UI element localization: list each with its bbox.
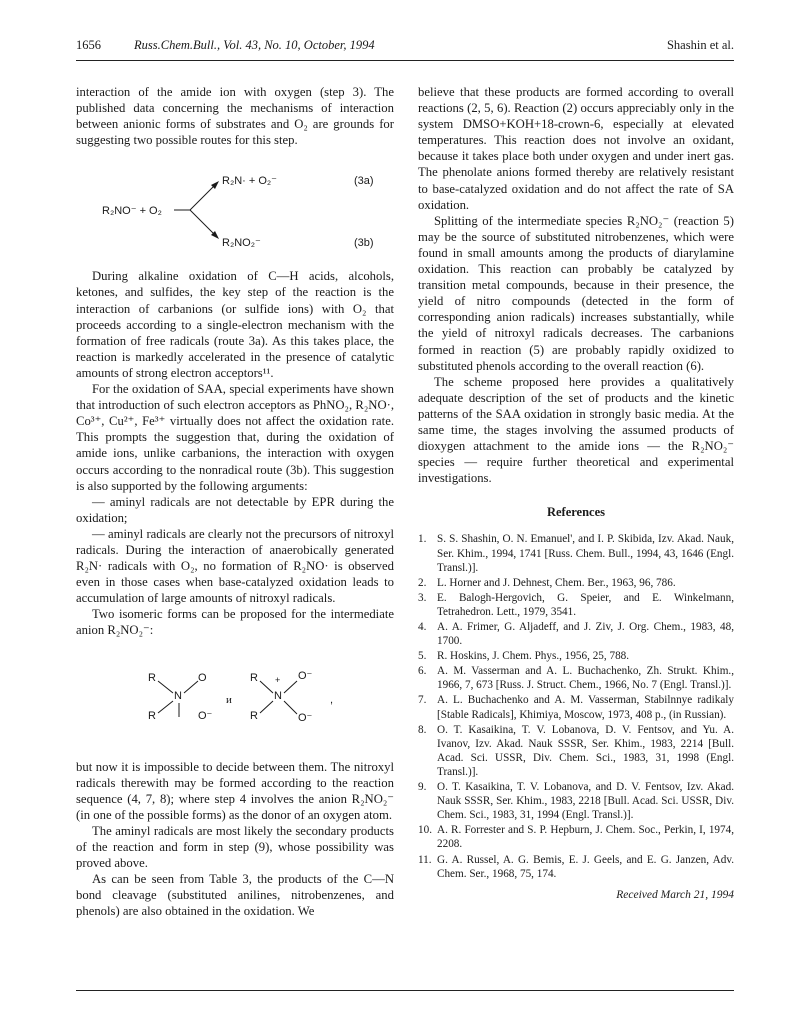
footer-rule <box>76 990 734 991</box>
reference-item: 2. L. Horner and J. Dehnest, Chem. Ber., 1963, 96, 786. <box>418 576 676 589</box>
isomer-structures-svg <box>76 647 394 751</box>
reference-item: 10. A. R. Forrester and S. P. Hepburn, J. Chem. Soc., Perkin, I, 1974, 2208. <box>418 824 734 851</box>
right-column <box>418 84 734 903</box>
reference-item: 9. O. T. Kasaikina, T. V. Lobanova, and D. V. Fentsov, Izv. Akad. Nauk SSSR, Ser. Khim., 1983, 2218 [Bull. Acad. Sci. USSR, Div. Chem. Sci., 1983, 31, 1994 (Engl. Transl.)]. <box>418 781 734 822</box>
reference-item: 1. S. S. Shashin, O. N. Emanuel', and I. P. Skibida, Izv. Akad. Nauk, Ser. Khim., 1994, 1741 [Russ. Chem. Bull., 1994, 43, 1646 (Engl. Transl.)]. <box>418 533 734 574</box>
paragraph: The scheme proposed here provides a qualitatively adequate description of the set of products and the kinetic patterns of the SAA oxidation in strongly basic media. At the same time, the stages involving the assumed products of dioxygen attachment to the amide ions — the R₂NO₂⁻ species — require further theoretical and experimental investigations. <box>418 374 734 486</box>
paragraph: — aminyl radicals are not detectable by EPR during the oxidation; <box>76 494 394 525</box>
scheme-label-a: (3a) <box>354 175 374 188</box>
atom-r-bottom: R <box>148 709 156 722</box>
reference-item: 5. R. Hoskins, J. Chem. Phys., 1956, 25, 788. <box>418 650 630 663</box>
reference-item: 8. O. T. Kasaikina, T. V. Lobanova, D. V. Fentsov, and Yu. A. Ivanov, Izv. Akad. Nauk SSSR, Ser. Khim., 1983, 2214 [Bull. Acad. Sci. USSR, Div. Chem. Sci., 1983, 31, 1998 (Engl. Transl.)]. <box>418 723 734 778</box>
page-number: 1656 <box>76 38 101 52</box>
paragraph: but now it is impossible to decide between them. The nitroxyl radicals therewith may be formed according to the reaction sequence (4, 7, 8); where step 4 involves the anion R₂NO₂⁻ (in one of the possible forms) as the donor of an oxygen atom. <box>76 759 394 822</box>
atom-n: N <box>274 689 282 702</box>
atom-n: N <box>174 689 182 702</box>
scheme-product-b: R₂NO₂⁻ <box>222 237 261 250</box>
reference-item: 6. A. M. Vasserman and A. L. Buchachenko, Zh. Strukt. Khim., 1966, 7, 673 [Russ. J. Struct. Chem., 1966, No. 7 (Engl. Transl.)]. <box>418 665 734 692</box>
atom-o-minus-top: O⁻ <box>298 669 313 682</box>
paragraph: The aminyl radicals are most likely the secondary products of the reaction and form in step (9), whose possibility was proved above. <box>76 823 394 871</box>
reaction-scheme-3 <box>76 156 394 260</box>
scheme-arrow-up-line <box>190 184 216 210</box>
paragraph: During alkaline oxidation of C—H acids, alcohols, ketones, and sulfides, the key step of the reaction is the interaction of carbanions (or sulfide ions) with O₂ that proceeds according to a single-electron mechanism with the formation of free radicals (route 3a). As this takes place, the reaction is markedly accelerated in the presence of catalytic amounts of strong electron acceptors¹¹. <box>76 269 394 380</box>
isomer-one <box>148 672 213 722</box>
atom-r-top: R <box>250 671 258 684</box>
paragraph: interaction of the amide ion with oxygen (step 3). The published data concerning the mechanisms of interaction between anionic forms of substrates and O₂ are grounds for suggesting two possible routes for this step. <box>76 85 394 148</box>
atom-r-bottom: R <box>250 709 258 722</box>
received-date: Received March 21, 1994 <box>616 888 734 901</box>
conjunction: и <box>226 693 232 706</box>
atom-plus: + <box>275 674 281 685</box>
paragraph: For the oxidation of SAA, special experiments have shown that introduction of such electron acceptors as PhNO₂, R₂NO·, Co³⁺, Cu²⁺, Fe³⁺ virtually does not affect the oxidation rate. This prompts the suggestion that, during the oxidation of amide ions, unlike carbanions, the interaction with oxygen occurs according to the nonradical route (3b). This suggestion is also supported by the following arguments: <box>76 382 394 493</box>
reference-list <box>418 532 734 880</box>
scheme-label-b: (3b) <box>354 237 374 250</box>
running-header <box>76 38 734 58</box>
scheme-reactant: R₂NO⁻ + O₂ <box>102 205 162 218</box>
scheme-arrow-down-line <box>190 210 216 236</box>
atom-r-top: R <box>148 671 156 684</box>
reference-item: 4. A. A. Frimer, G. Aljadeff, and J. Ziv, J. Org. Chem., 1983, 48, 1700. <box>418 621 734 648</box>
atom-o-top: O <box>198 671 207 684</box>
atom-o-minus: O⁻ <box>198 709 213 722</box>
reference-item: 7. A. L. Buchachenko and A. M. Vasserman, Stabilnnye radikaly [Stable Radicals], Khimiya, Moscow, 1973, 408 p., (in Russian). <box>418 694 734 721</box>
paragraph: believe that these products are formed according to overall reactions (2, 5, 6). Reaction (2) occurs appreciably only in the system DMSO+KOH+18-crown-6, especially at elevated temperatures. This reaction does not involve an oxidant, because it takes place both under oxygen and under inert gas. The phenolate anions formed thereby are relatively resistant to base-catalyzed oxidation and do not affect the rate of SA oxidation. <box>418 85 734 212</box>
journal-citation: Russ.Chem.Bull., Vol. 43, No. 10, October, 1994 <box>134 38 375 52</box>
left-column <box>76 84 394 919</box>
paragraph: — aminyl radicals are clearly not the precursors of nitroxyl radicals. During the interaction of anaerobically generated R₂N· radicals with O₂, no formation of R₂NO· is observed even in those cases when base-catalyzed oxidation leads to accumulation of large amounts of nitroxyl radicals. <box>76 526 394 606</box>
scheme-product-a: R₂N· + O₂⁻ <box>222 175 277 188</box>
reaction-scheme-svg <box>76 156 394 260</box>
isomer-structures <box>76 647 394 751</box>
isomer-two <box>250 670 333 724</box>
paragraph: Two isomeric forms can be proposed for the intermediate anion R₂NO₂⁻: <box>76 607 394 638</box>
running-authors: Shashin et al. <box>666 38 734 52</box>
paragraph: Splitting of the intermediate species R₂NO₂⁻ (reaction 5) may be the source of substituted nitrobenzenes, which were found in small amounts among the products of diarylamine oxidation. This reaction can probably be catalyzed by transition metal compounds, because in their presence, the yield of nitro compounds (detected in the form of corresponding anion radicals) increases substantially, while the yield of nitroxyl radicals decreases. The carbanions formed in reaction (5) are probably rapidly oxidized to substituted phenols according to the overall reaction (6). <box>418 213 734 373</box>
atom-o-minus-bottom: O⁻ <box>298 711 313 724</box>
references-heading: References <box>546 505 606 520</box>
header-rule <box>76 60 734 61</box>
paragraph: As can be seen from Table 3, the products of the C—N bond cleavage (substituted anilines, nitrobenzenes, and phenols) are also obtained in the oxidation. We <box>76 872 394 919</box>
reference-item: 3. E. Balogh-Hergovich, G. Speier, and E. Winkelmann, Tetrahedron. Lett., 1979, 3541. <box>418 591 734 618</box>
structures-comma: , <box>330 693 334 706</box>
reference-item: 11. G. A. Russel, A. G. Bemis, E. J. Geels, and E. G. Janzen, Adv. Chem. Ser., 1968, 75, 174. <box>418 853 734 880</box>
